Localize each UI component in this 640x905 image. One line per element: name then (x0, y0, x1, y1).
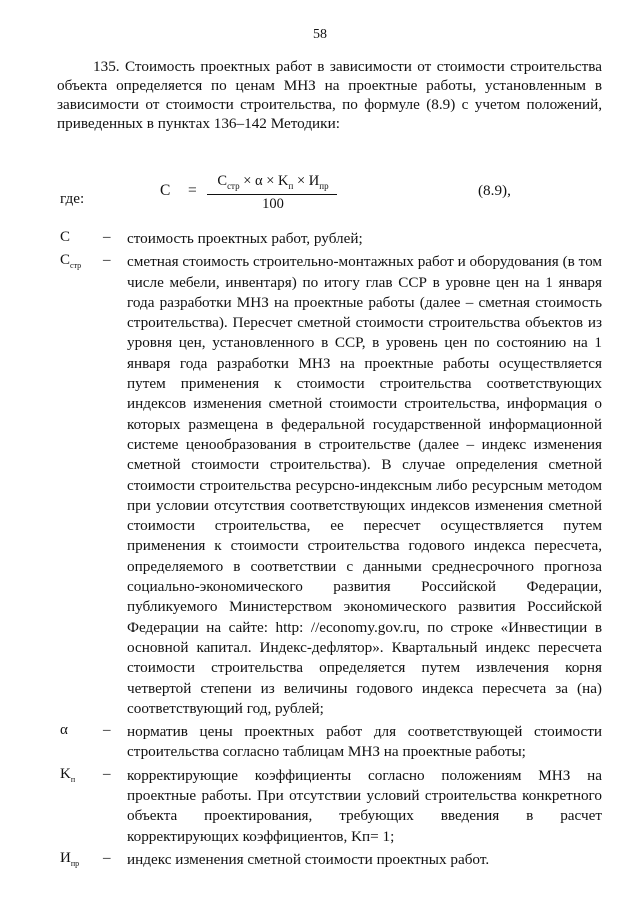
definition-dash: – (103, 229, 111, 245)
definition-dash: – (103, 252, 111, 269)
definition-symbol: C (60, 229, 71, 245)
page-number: 58 (313, 27, 327, 42)
definition-symbol: $K_п$ (60, 765, 76, 784)
definition-dash: – (103, 765, 111, 782)
where-label: где: (60, 190, 85, 207)
num-i: × И (293, 173, 320, 189)
definition-symbol: $C_{стр}$ (60, 252, 82, 271)
fraction-line (207, 194, 337, 195)
definition-kp (0, 766, 640, 847)
definition-text: корректирующие коэффициенты согласно положениям МНЗ на проектные работы. При отсутствии условий строительства конкретного объекта проектирования, требующих введения в расчет корректирующих коэффициентов, Kп= 1; (127, 766, 602, 845)
formula-numerator (206, 173, 340, 191)
definition-text: индекс изменения сметной стоимости проектных работ. (127, 850, 490, 868)
formula-reference: (8.9), (478, 182, 511, 199)
num-i-sub: пр (319, 180, 329, 191)
definition-symbol: α (60, 722, 68, 739)
definition-c-str (0, 252, 640, 719)
definition-ipr (0, 850, 640, 870)
definition-text: стоимость проектных работ, рублей; (127, 230, 363, 247)
paragraph-135: 135. Стоимость проектных работ в зависимости от стоимости строительства объекта определяется по ценам МНЗ на проектные работы, установленным в зависимости от стоимости строительства, по формуле (8.9) с учетом положений, приведенных в пунктах 136–142 Методики: (57, 58, 602, 132)
definition-text: сметная стоимость строительно-монтажных работ и оборудования (в том числе мебели, инвентаря) по итогу глав ССР в уровне цен на 1 января года разработки МНЗ на проектные работы (далее – сметная стоимость строительства). Пересчет сметной стоимости строительства объектов из уровня цен, установленного в ССР, в уровень цен по состоянию на 1 января года разработки МНЗ на проектные работы осуществляется путем применения к стоимости строительства соответствующих индексов изменения сметной стоимости строительства, информация о которых размещена в федеральной государственной информационной системе ценообразования в строительстве (далее – индекс изменения сметной стоимости строительства). В случае определения сметной стоимости строительства ресурсно-индексным либо ресурсным методом при условии отсутствия соответствующих индексов изменения сметной стоимости строительства, ее пересчет осуществляется путем применения к стоимости строительства годового индекса пересчета, определяемого в соответствии с данными среднесрочного прогноза социально-экономического развития Российской Федерации, публикуемого Министерством экономического развития Российской Федерации на сайте: http: //economy.gov.ru, по строке «Инвестиции в основной капитал. Индекс-дефлятор». Квартальный индекс пересчета стоимости строительства определяется путем извлечения корня четвертой степени из величины годового индекса пересчета за (на) соответствующий год, рублей; (127, 253, 602, 717)
definition-alpha (0, 722, 640, 763)
num-k-sub: п (288, 180, 294, 191)
num-c: C (217, 173, 228, 189)
definition-symbol: $И_{пр}$ (60, 849, 80, 868)
num-c-sub: стр (227, 180, 240, 191)
formula-denominator: 100 (262, 196, 284, 212)
definition-dash: – (103, 849, 111, 866)
definition-c (0, 229, 640, 249)
definitions-list (0, 229, 640, 873)
definition-text: норматив цены проектных работ для соответствующей стоимости строительства согласно таблицам МНЗ на проектные работы; (127, 723, 602, 761)
formula-equals: = (188, 182, 197, 199)
formula-lhs: C (160, 182, 171, 199)
definition-dash: – (103, 722, 111, 739)
num-alpha-k: × α × K (239, 173, 289, 189)
